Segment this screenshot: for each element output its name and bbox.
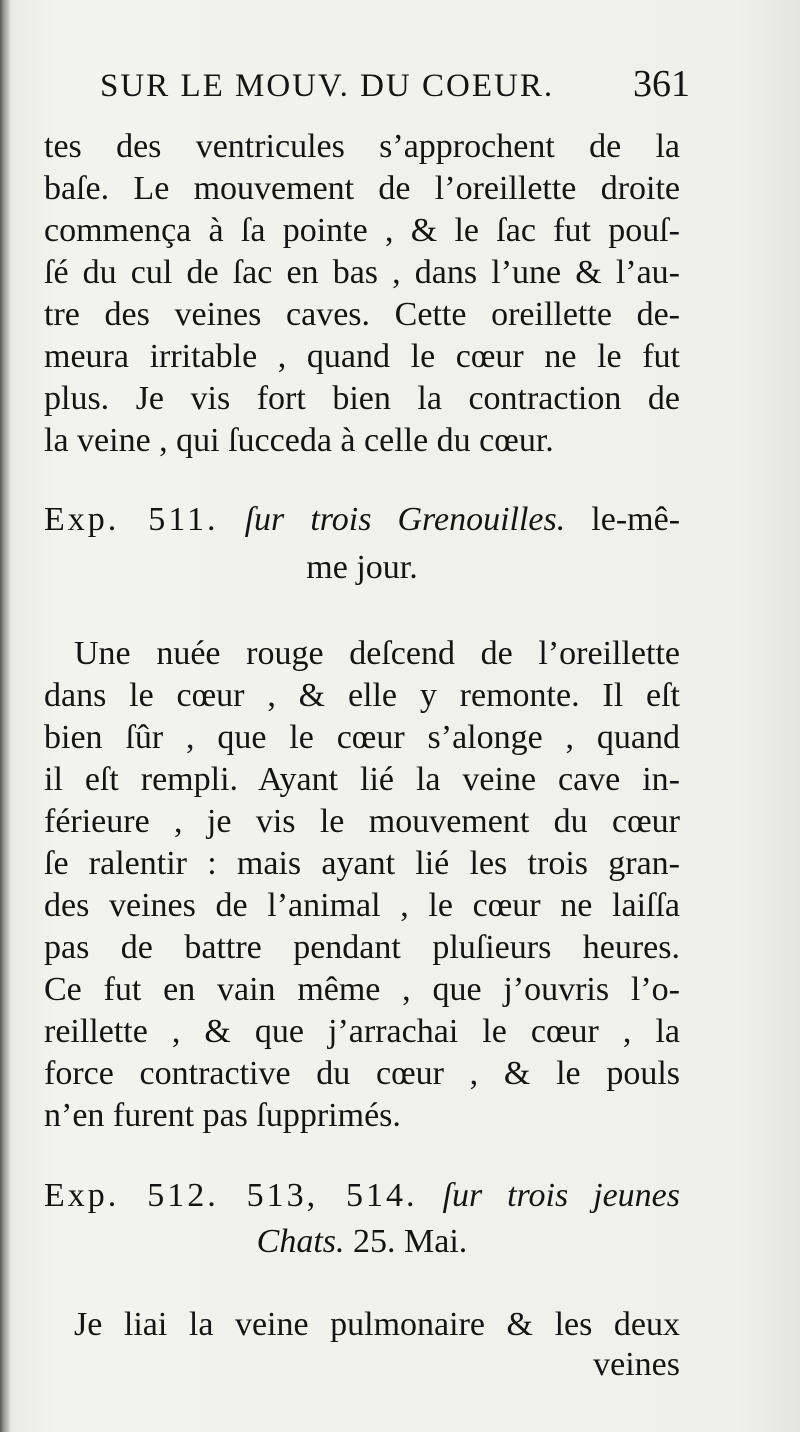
text-line: reillette , & que j’arrachai le cœur , la bbox=[44, 1013, 680, 1050]
text-line: ſe ralentir : mais ayant lié les trois gran- bbox=[44, 845, 680, 882]
experiment-subject: ſur trois Grenouilles. bbox=[244, 501, 566, 538]
text-line: bien ſûr , que le cœur s’alonge , quand bbox=[44, 719, 680, 756]
text-line: des veines de l’animal , le cœur ne laiſſa bbox=[44, 887, 680, 924]
text-line: n’en furent pas ſupprimés. bbox=[44, 1097, 401, 1134]
text-line: plus. Je vis fort bien la contraction de bbox=[44, 380, 680, 417]
text-line: Une nuée rouge deſcend de l’oreillette bbox=[74, 635, 680, 672]
catchword: veines bbox=[593, 1346, 680, 1383]
text-line: baſe. Le mouvement de l’oreillette droite bbox=[44, 170, 680, 207]
experiment-label: Exp. 511. bbox=[44, 501, 219, 538]
experiment-subject: ſur trois jeunes bbox=[442, 1177, 680, 1214]
page-spine-shadow bbox=[0, 0, 10, 1432]
text-line: Ce fut en vain même , que j’ouvris l’o- bbox=[44, 971, 680, 1008]
experiment-date: 25. Mai. bbox=[353, 1223, 468, 1260]
text-line: il eſt rempli. Ayant lié la veine cave in- bbox=[44, 761, 680, 798]
page-header bbox=[100, 62, 690, 112]
experiment-date-line: me jour. bbox=[306, 549, 418, 586]
experiment-label: Exp. 512. 513, 514. bbox=[44, 1177, 418, 1214]
text-line: commença à ſa pointe , & le ſac fut pouſ- bbox=[44, 212, 680, 249]
text-line: meura irritable , quand le cœur ne le fut bbox=[44, 338, 680, 375]
text-line: tes des ventricules s’approchent de la bbox=[44, 128, 680, 165]
text-line: ſé du cul de ſac en bas , dans l’une & l’au- bbox=[44, 254, 680, 291]
text-line: dans le cœur , & elle y remonte. Il eſt bbox=[44, 677, 680, 714]
text-line: férieure , je vis le mouvement du cœur bbox=[44, 803, 680, 840]
experiment-subject-cont: Chats. bbox=[256, 1223, 345, 1260]
running-head: SUR LE MOUV. DU COEUR. bbox=[100, 68, 555, 104]
text-line: tre des veines caves. Cette oreillette de- bbox=[44, 296, 680, 333]
experiment-date-part: le-mê- bbox=[591, 501, 681, 538]
text-line: force contractive du cœur , & le pouls bbox=[44, 1055, 680, 1092]
text-line: la veine , qui ſucceda à celle du cœur. bbox=[44, 422, 554, 459]
page-number: 361 bbox=[633, 63, 690, 105]
text-line: Je liai la veine pulmonaire & les deux bbox=[74, 1306, 680, 1343]
text-line: pas de battre pendant pluſieurs heures. bbox=[44, 929, 680, 966]
